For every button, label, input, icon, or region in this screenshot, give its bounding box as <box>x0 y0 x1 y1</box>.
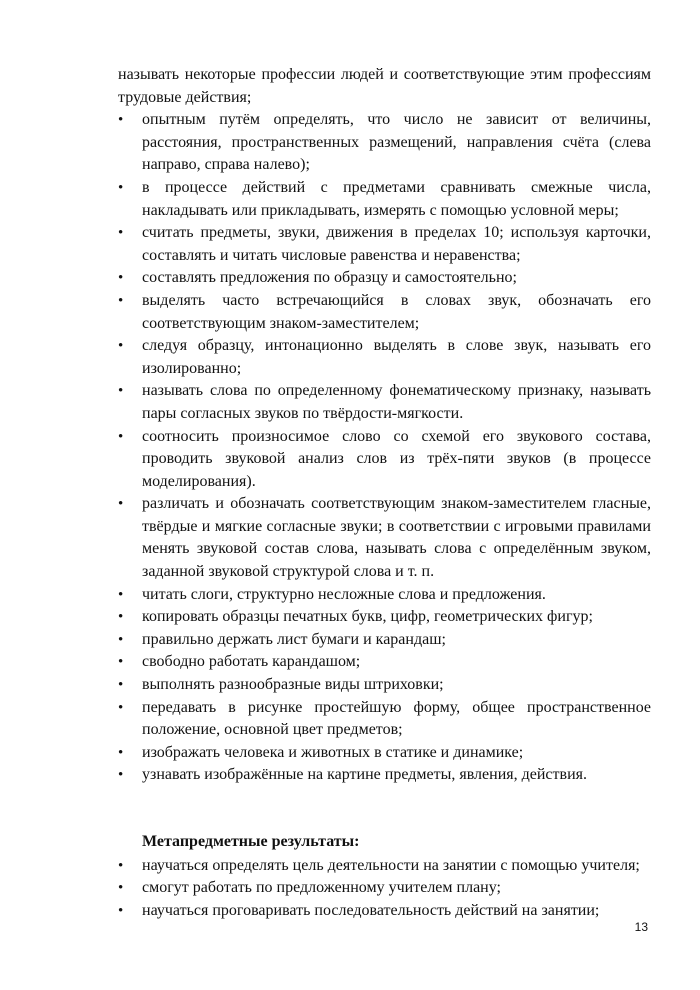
list-item-text: следуя образцу, интонационно выделять в слове звук, называть его изолированно; <box>142 337 651 377</box>
bullet-icon: • <box>118 767 124 784</box>
bullet-icon: • <box>118 609 124 626</box>
list-item-text: научаться проговаривать последовательность действий на занятии; <box>142 901 600 919</box>
bullet-icon: • <box>118 292 124 309</box>
bullet-icon: • <box>118 338 124 355</box>
bullet-icon: • <box>118 383 124 400</box>
list-item-text: в процессе действий с предметами сравнивать смежные числа, накладывать или прикладывать, измерять с помощью условной меры; <box>142 178 651 219</box>
list-item <box>118 900 651 923</box>
list-item-text: свободно работать карандашом; <box>142 653 361 671</box>
list-item <box>118 426 651 494</box>
list-item <box>118 674 651 697</box>
list-item-text: правильно держать лист бумаги и карандаш; <box>142 630 446 648</box>
list-item <box>118 335 651 380</box>
list-item-text: научаться определять цель деятельности на занятии с помощью учителя; <box>142 856 640 874</box>
section-heading: Метапредметные результаты: <box>142 833 360 850</box>
list-item <box>118 742 651 765</box>
results-list <box>118 109 651 787</box>
list-item-text: считать предметы, звуки, движения в пределах 10; используя карточки, составлять и читать числовые равенства и неравенства; <box>142 224 651 264</box>
list-item-text: выделять часто встречающийся в словах звук, обозначать его соответствующим знаком-заместителем; <box>142 291 651 332</box>
list-item-text: передавать в рисунке простейшую форму, общее пространственное положение, основной цвет предметов; <box>142 698 651 739</box>
list-item <box>118 222 651 267</box>
list-item-text: копировать образцы печатных букв, цифр, геометрических фигур; <box>142 608 593 626</box>
list-item-text: опытным путём определять, что число не зависит от величины, расстояния, пространственных размещений, направления счёта (слева направо, справа налево); <box>142 111 651 174</box>
list-item-text: составлять предложения по образцу и самостоятельно; <box>142 269 517 287</box>
list-item <box>118 177 651 222</box>
list-item <box>118 584 651 607</box>
list-item <box>118 606 651 629</box>
list-item-text: смогут работать по предложенному учителем плану; <box>142 879 501 897</box>
list-item-text: изображать человека и животных в статике и динамике; <box>142 743 524 761</box>
meta-results-list <box>118 855 651 923</box>
list-item-text: читать слоги, структурно несложные слова и предложения. <box>142 585 546 603</box>
intro-paragraph: называть некоторые профессии людей и соответствующие этим профессиям трудовые действия; <box>118 66 651 106</box>
bullet-icon: • <box>118 744 124 761</box>
list-item-text: называть слова по определенному фонематическому признаку, называть пары согласных звуков по твёрдости-мягкости. <box>142 382 651 422</box>
bullet-icon: • <box>118 902 124 919</box>
bullet-icon: • <box>118 270 124 287</box>
bullet-icon: • <box>118 654 124 671</box>
bullet-icon: • <box>118 428 124 445</box>
bullet-icon: • <box>118 677 124 694</box>
list-item-text: различать и обозначать соответствующим знаком-заместителем гласные, твёрдые и мягкие согласные звуки; в соответствии с игровыми правилами менять звуковой состав слова, называть слова с определённым звуком, заданной звуковой структурой слова и т. п. <box>142 495 651 581</box>
list-item <box>118 109 651 177</box>
bullet-icon: • <box>118 857 124 874</box>
list-item <box>118 267 651 290</box>
list-item-text: соотносить произносимое слово со схемой его звукового состава, проводить звуковой анализ слов из трёх-пяти звуков (в процессе моделирования). <box>142 427 651 490</box>
bullet-icon: • <box>118 699 124 716</box>
list-item <box>118 855 651 878</box>
list-item-text: выполнять разнообразные виды штриховки; <box>142 676 444 694</box>
bullet-icon: • <box>118 631 124 648</box>
bullet-icon: • <box>118 880 124 897</box>
list-item <box>118 380 651 425</box>
page-content <box>118 64 651 922</box>
bullet-icon: • <box>118 225 124 242</box>
list-item <box>118 290 651 335</box>
list-item-text: узнавать изображённые на картине предметы, явления, действия. <box>142 766 587 784</box>
bullet-icon: • <box>118 496 124 513</box>
bullet-icon: • <box>118 586 124 603</box>
list-item <box>118 651 651 674</box>
bullet-icon: • <box>118 179 124 196</box>
section-spacer <box>118 787 651 831</box>
list-item <box>118 493 651 583</box>
list-item <box>118 764 651 787</box>
list-item <box>118 697 651 742</box>
list-item <box>118 877 651 900</box>
page-number: 13 <box>634 920 648 934</box>
list-item <box>118 629 651 652</box>
bullet-icon: • <box>118 112 124 129</box>
